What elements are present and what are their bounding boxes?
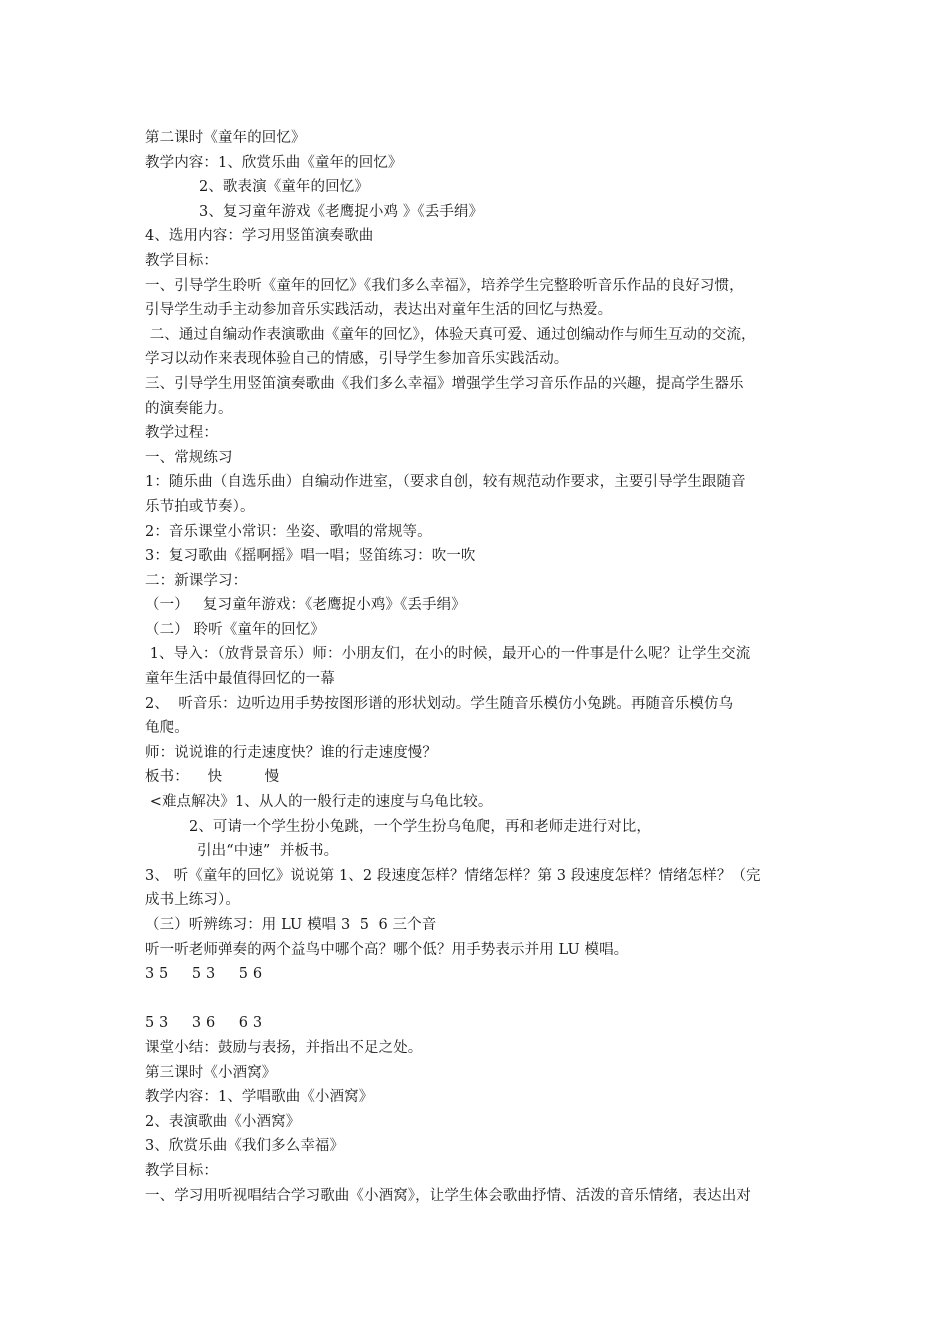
section-heading: 教学过程： bbox=[145, 425, 218, 442]
teaching-content-item: 4、选用内容：学习用竖笛演奏歌曲 bbox=[145, 228, 374, 245]
paragraph-line: <难点解决》1、从人的一般行走的速度与乌龟比较。 bbox=[145, 794, 493, 811]
paragraph-line: 成书上练习）。 bbox=[145, 892, 240, 909]
paragraph-line: 听一听老师弹奏的两个益鸟中哪个高？哪个低？用手势表示并用 LU 模唱。 bbox=[145, 941, 629, 958]
subsection-heading: 二：新课学习： bbox=[145, 572, 248, 589]
lesson-plan-text bbox=[145, 126, 813, 1208]
teaching-content-line: 教学内容：1、欣赏乐曲《童年的回忆》 bbox=[145, 154, 403, 171]
lesson-2-title: 第二课时《童年的回忆》 bbox=[145, 130, 306, 146]
teaching-content-item: 2、歌表演《童年的回忆》 bbox=[199, 179, 369, 196]
paragraph-line: （二） 聆听《童年的回忆》 bbox=[145, 621, 325, 638]
paragraph-line: 一、学习用听视唱结合学习歌曲《小酒窝》，让学生体会歌曲抒情、活泼的音乐情绪，表达出对 bbox=[145, 1187, 751, 1204]
paragraph-line: 乐节拍或节奏）。 bbox=[145, 498, 255, 515]
teaching-content-item: 3、欣赏乐曲《我们多么幸福》 bbox=[145, 1138, 345, 1155]
notation-line: 3 5 5 3 5 6 bbox=[145, 966, 263, 983]
teaching-content-line: 教学内容：1、学唱歌曲《小酒窝》 bbox=[145, 1089, 374, 1106]
blank-line bbox=[145, 987, 813, 1012]
paragraph-line: 3、 听《童年的回忆》说说第 1、2 段速度怎样？情绪怎样？第 3 段速度怎样？情绪怎样？（完 bbox=[145, 867, 761, 884]
paragraph-line: 引出“中速” 并板书。 bbox=[197, 843, 339, 860]
paragraph-line: 学习以动作来表现体验自己的情感，引导学生参加音乐实践活动。 bbox=[145, 351, 569, 368]
paragraph-line: （三）听辨练习：用 LU 模唱 3 5 6 三个音 bbox=[145, 917, 437, 933]
paragraph-line: （一） 复习童年游戏：《老鹰捉小鸡》《丢手绢》 bbox=[145, 597, 466, 614]
paragraph-line: 板书： 快 慢 bbox=[145, 769, 280, 786]
teaching-content-item: 2、表演歌曲《小酒窝》 bbox=[145, 1113, 301, 1130]
paragraph-line: 课堂小结：鼓励与表扬，并指出不足之处。 bbox=[145, 1039, 423, 1056]
paragraph-line: 三、引导学生用竖笛演奏歌曲《我们多么幸福》增强学生学习音乐作品的兴趣，提高学生器乐 bbox=[145, 375, 744, 392]
paragraph-line: 的演奏能力。 bbox=[145, 400, 233, 417]
paragraph-line: 2、 听音乐：边听边用手势按图形谱的形状划动。学生随音乐模仿小兔跳。再随音乐模仿乌 bbox=[145, 695, 734, 712]
paragraph-line: 师：说说谁的行走速度快？谁的行走速度慢？ bbox=[145, 744, 437, 761]
paragraph-line: 1、导入：（放背景音乐）师：小朋友们，在小的时候，最开心的一件事是什么呢？让学生交流 bbox=[145, 646, 751, 663]
paragraph-line: 童年生活中最值得回忆的一幕 bbox=[145, 671, 335, 688]
paragraph-line: 1：随乐曲（自选乐曲）自编动作进室，（要求自创，较有规范动作要求，主要引导学生跟随音 bbox=[145, 474, 746, 491]
lesson-3-title: 第三课时《小酒窝》 bbox=[145, 1064, 277, 1081]
section-heading: 教学目标： bbox=[145, 1162, 218, 1179]
paragraph-line: 龟爬。 bbox=[145, 720, 189, 737]
paragraph-line: 2：音乐课堂小常识：坐姿、歌唱的常规等。 bbox=[145, 523, 432, 540]
paragraph-line: 二、通过自编动作表演歌曲《童年的回忆》，体验天真可爱、通过创编动作与师生互动的交流， bbox=[145, 326, 756, 343]
section-heading: 教学目标： bbox=[145, 252, 218, 269]
subsection-heading: 一、常规练习 bbox=[145, 449, 233, 466]
paragraph-line: 2、可请一个学生扮小兔跳，一个学生扮乌龟爬，再和老师走进行对比， bbox=[189, 818, 651, 835]
paragraph-line: 一、引导学生聆听《童年的回忆》《我们多么幸福》，培养学生完整聆听音乐作品的良好习惯， bbox=[145, 277, 744, 294]
teaching-content-item: 3、复习童年游戏《老鹰捉小鸡 》《丢手绢》 bbox=[199, 203, 484, 220]
paragraph-line: 引导学生动手主动参加音乐实践活动，表达出对童年生活的回忆与热爱。 bbox=[145, 302, 613, 319]
paragraph-line: 3：复习歌曲《摇啊摇》唱一唱；竖笛练习：吹一吹 bbox=[145, 548, 476, 565]
notation-line: 5 3 3 6 6 3 bbox=[145, 1015, 263, 1032]
